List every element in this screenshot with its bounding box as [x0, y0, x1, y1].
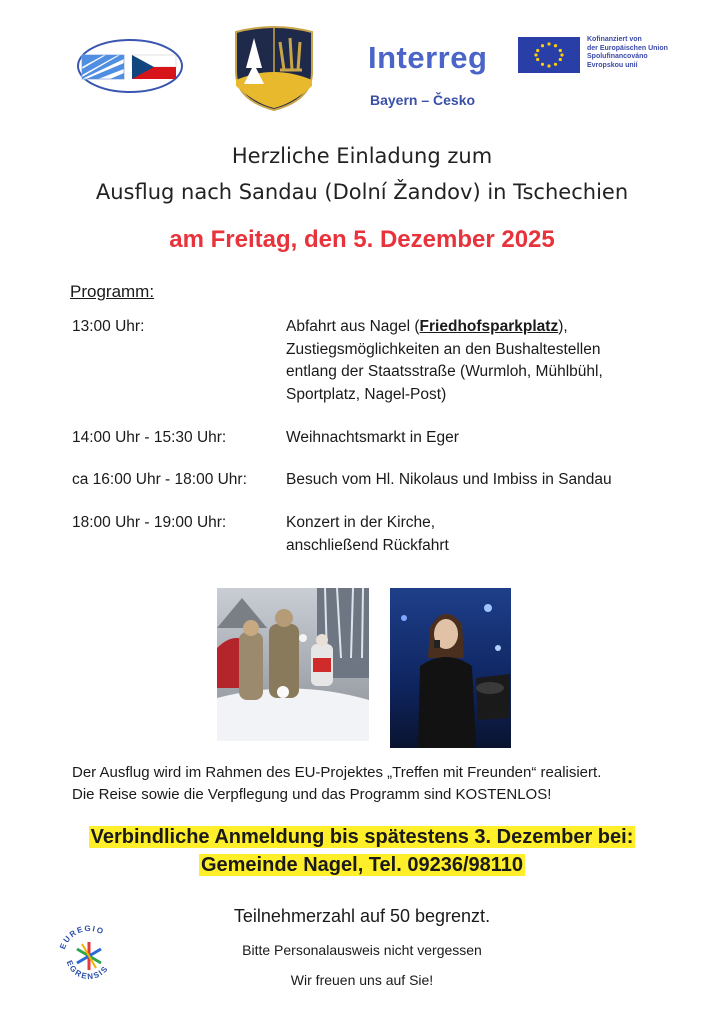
- photo-concert: [390, 588, 511, 748]
- program-heading: Programm:: [70, 282, 155, 301]
- svg-text:EUREGIO: EUREGIO: [58, 923, 106, 951]
- closing-text: Wir freuen uns auf Sie!: [290, 972, 434, 988]
- program-time-4: 18:00 Uhr - 19:00 Uhr:: [72, 514, 227, 531]
- euregio-logo: [56, 920, 122, 986]
- registration-line-2: Gemeinde Nagel, Tel. 09236/98110: [200, 854, 524, 876]
- info-line-2: Die Reise sowie die Verpflegung und das Programm sind KOSTENLOS!: [72, 786, 552, 803]
- program-time-3: ca 16:00 Uhr - 18:00 Uhr:: [72, 471, 247, 488]
- program-desc-3: Besuch vom Hl. Nikolaus und Imbiss in Sandau: [286, 471, 612, 488]
- bavaria-flag-icon: [82, 55, 124, 79]
- participant-limit: Teilnehmerzahl auf 50 begrenzt.: [233, 906, 491, 926]
- interreg-logo: [368, 40, 504, 110]
- program-desc-1: Abfahrt aus Nagel (Friedhofsparkplatz), Zustiegsmöglichkeiten an den Bushaltestellen entlang der Staatsstraße (Wurmloh, Mühlbühl, Sportplatz, Nagel-Post): [286, 318, 603, 403]
- program-desc-4: Konzert in der Kirche, anschließend Rückfahrt: [286, 514, 449, 554]
- photo-nikolaus: [217, 588, 369, 741]
- info-line-1: Der Ausflug wird im Rahmen des EU-Projektes „Treffen mit Freunden“ realisiert.: [72, 764, 602, 781]
- invitation-line-1: Herzliche Einladung zum: [231, 144, 493, 168]
- eu-cofinanced-text: Kofinanziert von der Europäischen Union Spolufinancováno Evropskou unií: [587, 36, 668, 69]
- invitation-line-2: Ausflug nach Sandau (Dolní Žandov) in Tschechien: [95, 180, 629, 204]
- coat-of-arms-icon: [232, 24, 316, 112]
- event-date: am Freitag, den 5. Dezember 2025: [169, 226, 555, 253]
- svg-text:EGRENSIS: EGRENSIS: [64, 959, 111, 982]
- meeting-point: Friedhofsparkplatz: [419, 318, 559, 335]
- flags-logo: [76, 36, 184, 96]
- interreg-subtitle: Bayern – Česko: [370, 92, 476, 108]
- program-time-2: 14:00 Uhr - 15:30 Uhr:: [72, 429, 227, 446]
- eu-flag-icon: [518, 37, 580, 73]
- registration-line-1: Verbindliche Anmeldung bis spätestens 3. Dezember bei:: [90, 826, 634, 848]
- interreg-title: Interreg: [368, 40, 488, 75]
- czech-flag-icon: [132, 55, 176, 79]
- id-reminder: Bitte Personalausweis nicht vergessen: [242, 942, 482, 958]
- program-time-1: 13:00 Uhr:: [72, 318, 145, 335]
- program-desc-2: Weihnachtsmarkt in Eger: [286, 429, 459, 446]
- euregio-star-icon: [77, 942, 101, 970]
